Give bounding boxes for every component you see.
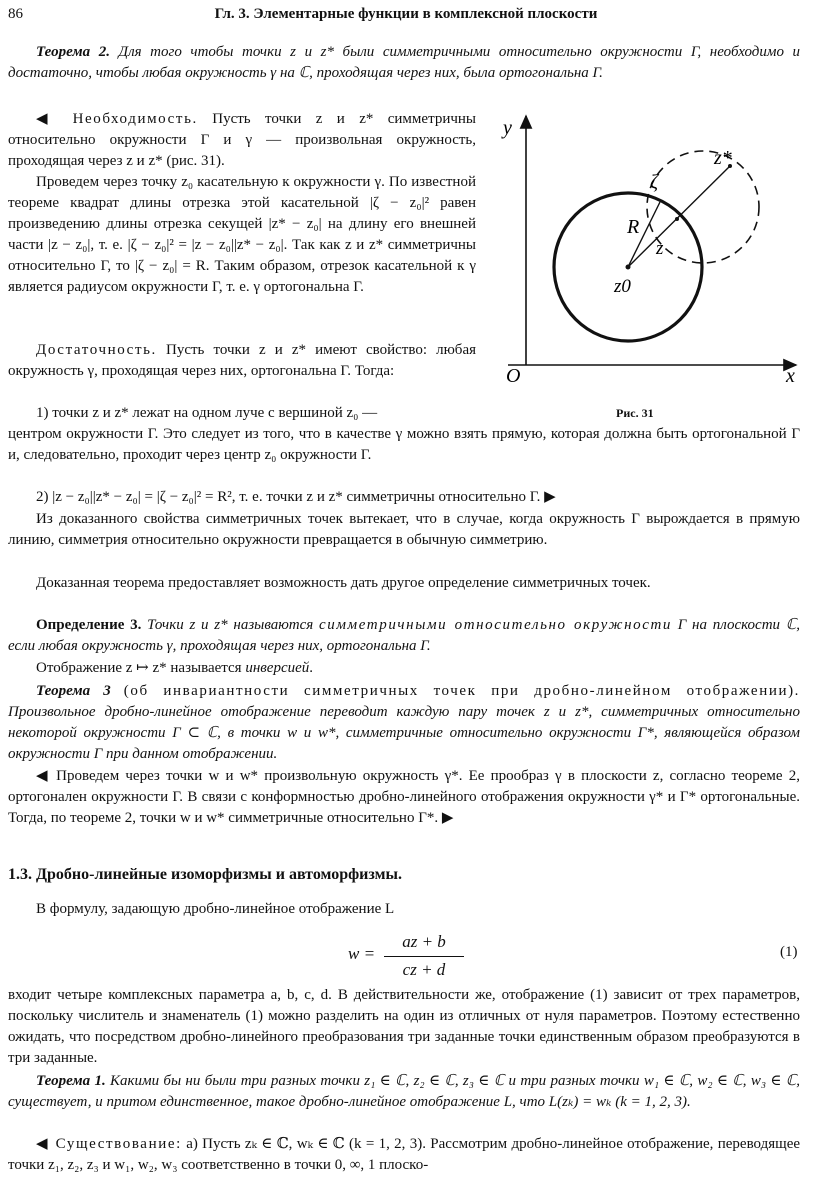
inversion-text-b: .: [309, 660, 314, 676]
formula-denominator: cz + d: [402, 960, 446, 979]
label-zeta: ζ: [650, 171, 659, 193]
figure-31: [478, 110, 808, 430]
theorem-1-text: Какими бы ни были три разных точки z₁ ∈ ℂ, z₂ ∈ ℂ, z₃ ∈ ℂ и три разных точки w₁ ∈ ℂ, w₂ ∈ ℂ, w₃ ∈ ℂ, существует, и притом единственное, такое дробно-линейное отображение L, что L(zₖ) = wₖ (k = 1, 2, 3).: [8, 1073, 801, 1110]
section-heading: [8, 866, 402, 884]
equation-number: (1): [780, 944, 798, 960]
item-1-start: 1) точки z и z* лежат на одном луче с вершиной z₀ —: [36, 405, 378, 421]
item-1-rest: центром окружности Γ. Это следует из того, что в качестве γ можно взять прямую, которая должна быть ортогональной Γ и, следовательно, проходит через центр z₀ окружности Γ.: [8, 426, 800, 463]
figure-31-drawing: [478, 110, 808, 410]
theorem-3: [8, 681, 800, 765]
existence-text: а) Пусть zₖ ∈ ℂ, wₖ ∈ ℂ (k = 1, 2, 3). Рассмотрим дробно-линейное отображение, переводящее точки z₁, z₂, z₃ и w₁, w₂, w₃ соответственно в точки 0, ∞, 1 плоско-: [8, 1136, 801, 1173]
chapter-title: Гл. 3. Элементарные функции в комплексной плоскости: [214, 6, 598, 22]
sufficiency-paragraph: [8, 340, 476, 382]
theorem-1: [8, 1071, 800, 1113]
existence-paragraph: [8, 1134, 800, 1176]
fractional-linear-formula: [348, 930, 488, 980]
label-zstar: z*: [714, 147, 732, 169]
point-z: [675, 217, 679, 221]
theorem-1-label: Теорема 1.: [36, 1073, 106, 1089]
theorem-3-proof: ◀ Проведем через точки w и w* произвольную окружность γ*. Ее прообраз γ в плоскости z, согласно теореме 2, ортогонален окружности Γ. В связи с конформностью дробно-линейного отображения окружности γ* и Γ* ортогональные. Тогда, по теореме 2, точки w и w* симметричные относительно Γ*. ▶: [8, 768, 800, 826]
label-y: y: [503, 117, 512, 139]
definition-3-text-b: Γ на плоскости ℂ, если любая окружность γ, проходящая через них, ортогональна Γ.: [8, 617, 801, 654]
label-origin: O: [506, 365, 521, 387]
definition-3-term: симметричными относительно окружности: [319, 617, 672, 633]
theorem-2: [8, 42, 800, 84]
section-number: 1.3.: [8, 866, 32, 883]
definition-3-label: Определение 3.: [36, 617, 142, 633]
necessity-heading: Необходимость.: [72, 111, 198, 127]
figure-caption: Рис. 31: [616, 406, 654, 420]
necessity-paragraph: [8, 109, 476, 172]
theorem-2-label: Теорема 2.: [36, 44, 110, 60]
label-z0: z0: [614, 276, 631, 297]
inversion-text-a: Отображение z ↦ z* называется: [36, 660, 246, 676]
page-number: 86: [8, 6, 23, 22]
formula-numerator: az + b: [402, 932, 446, 951]
point-z0: [626, 265, 631, 270]
degenerate-paragraph: Из доказанного свойства симметричных точек вытекает, что в случае, когда окружность Γ вырождается в прямую линию, симметрия относительно окружности превращается в обычную симметрию.: [8, 511, 800, 548]
theorem-3-parenthetical: (об инвариантности симметричных точек при дробно-линейном отображении).: [123, 683, 801, 699]
sufficiency-text: Пусть точки z и z* имеют свойство: любая окружность γ, проходящая через них, ортогональна Γ. Тогда:: [8, 342, 476, 379]
definition-3-text-a: Точки z и z* называются: [147, 617, 320, 633]
proof-start-marker: ◀: [36, 111, 59, 127]
label-z: z: [656, 238, 664, 259]
tangent-paragraph: Проведем через точку z₀ касательную к окружности γ. По известной теореме квадрат длины отрезка этой касательной |ζ − z₀|² равен произведению длины отрезка секущей |z* − z₀| на длину его внешней части |z − z₀|, т. е. |ζ − z₀|² = |z − z₀||z* − z₀|. Так как z и z* симметричны относительно Γ, то |ζ − z₀| = R. Таким образом, отрезок касательной к γ является радиусом окружности Γ, т. е. γ ортогональна Γ.: [8, 174, 476, 295]
formula-lhs: w =: [348, 944, 376, 963]
theorem-2-text: Для того чтобы точки z и z* были симметричными относительно окружности Γ, необходимо и достаточно, чтобы любая окружность γ на ℂ, проходящая через них, была ортогональна Γ.: [8, 44, 801, 81]
formula-intro: В формулу, задающую дробно-линейное отображение L: [36, 901, 395, 917]
running-header: [8, 6, 804, 28]
ray-z0-zstar: [628, 166, 730, 267]
fraction-bar: [384, 956, 464, 957]
theorem-3-text: Произвольное дробно-линейное отображение переводит каждую пару точек z и z*, симметричных относительно некоторой окружности Γ ⊂ ℂ, в точки w и w*, симметричные относительно окружности Γ*, являющейся образом окружности Γ при данном отображении.: [8, 704, 800, 762]
parameters-paragraph: входит четыре комплексных параметра a, b, c, d. В действительности же, отображение (1) зависит от трех параметров, поскольку числитель и знаменатель (1) можно разделить на один из отличных от нуля параметров. Поэтому естественно ожидать, что посредством дробно-линейного преобразования три заданные точки единственным образом преобразуются в три заданные.: [8, 987, 800, 1066]
definition-3: [8, 615, 800, 657]
inversion-line: [8, 658, 800, 679]
theorem-3-label: Теорема 3: [36, 683, 111, 699]
definition-intro-paragraph: Доказанная теорема предоставляет возможность дать другое определение симметричных точек.: [36, 575, 651, 591]
label-R: R: [627, 216, 640, 238]
sufficiency-heading: Достаточность.: [36, 342, 157, 358]
item-2: 2) |z − z₀||z* − z₀| = |ζ − z₀|² = R², т. е. точки z и z* симметричны относительно Γ. ▶: [36, 489, 556, 505]
necessity-text: Пусть точки z и z* симметричны относительно окружности Γ и γ — произвольная окружность, проходящая через z и z* (рис. 31).: [8, 111, 476, 169]
existence-heading: ◀ Существование:: [36, 1136, 182, 1152]
section-title: Дробно-линейные изоморфизмы и автоморфизмы.: [36, 866, 402, 883]
circle-gamma-dashed: [647, 151, 759, 263]
label-x: x: [786, 365, 795, 387]
inversion-term: инверсией: [245, 660, 310, 676]
book-page: [8, 0, 804, 1189]
